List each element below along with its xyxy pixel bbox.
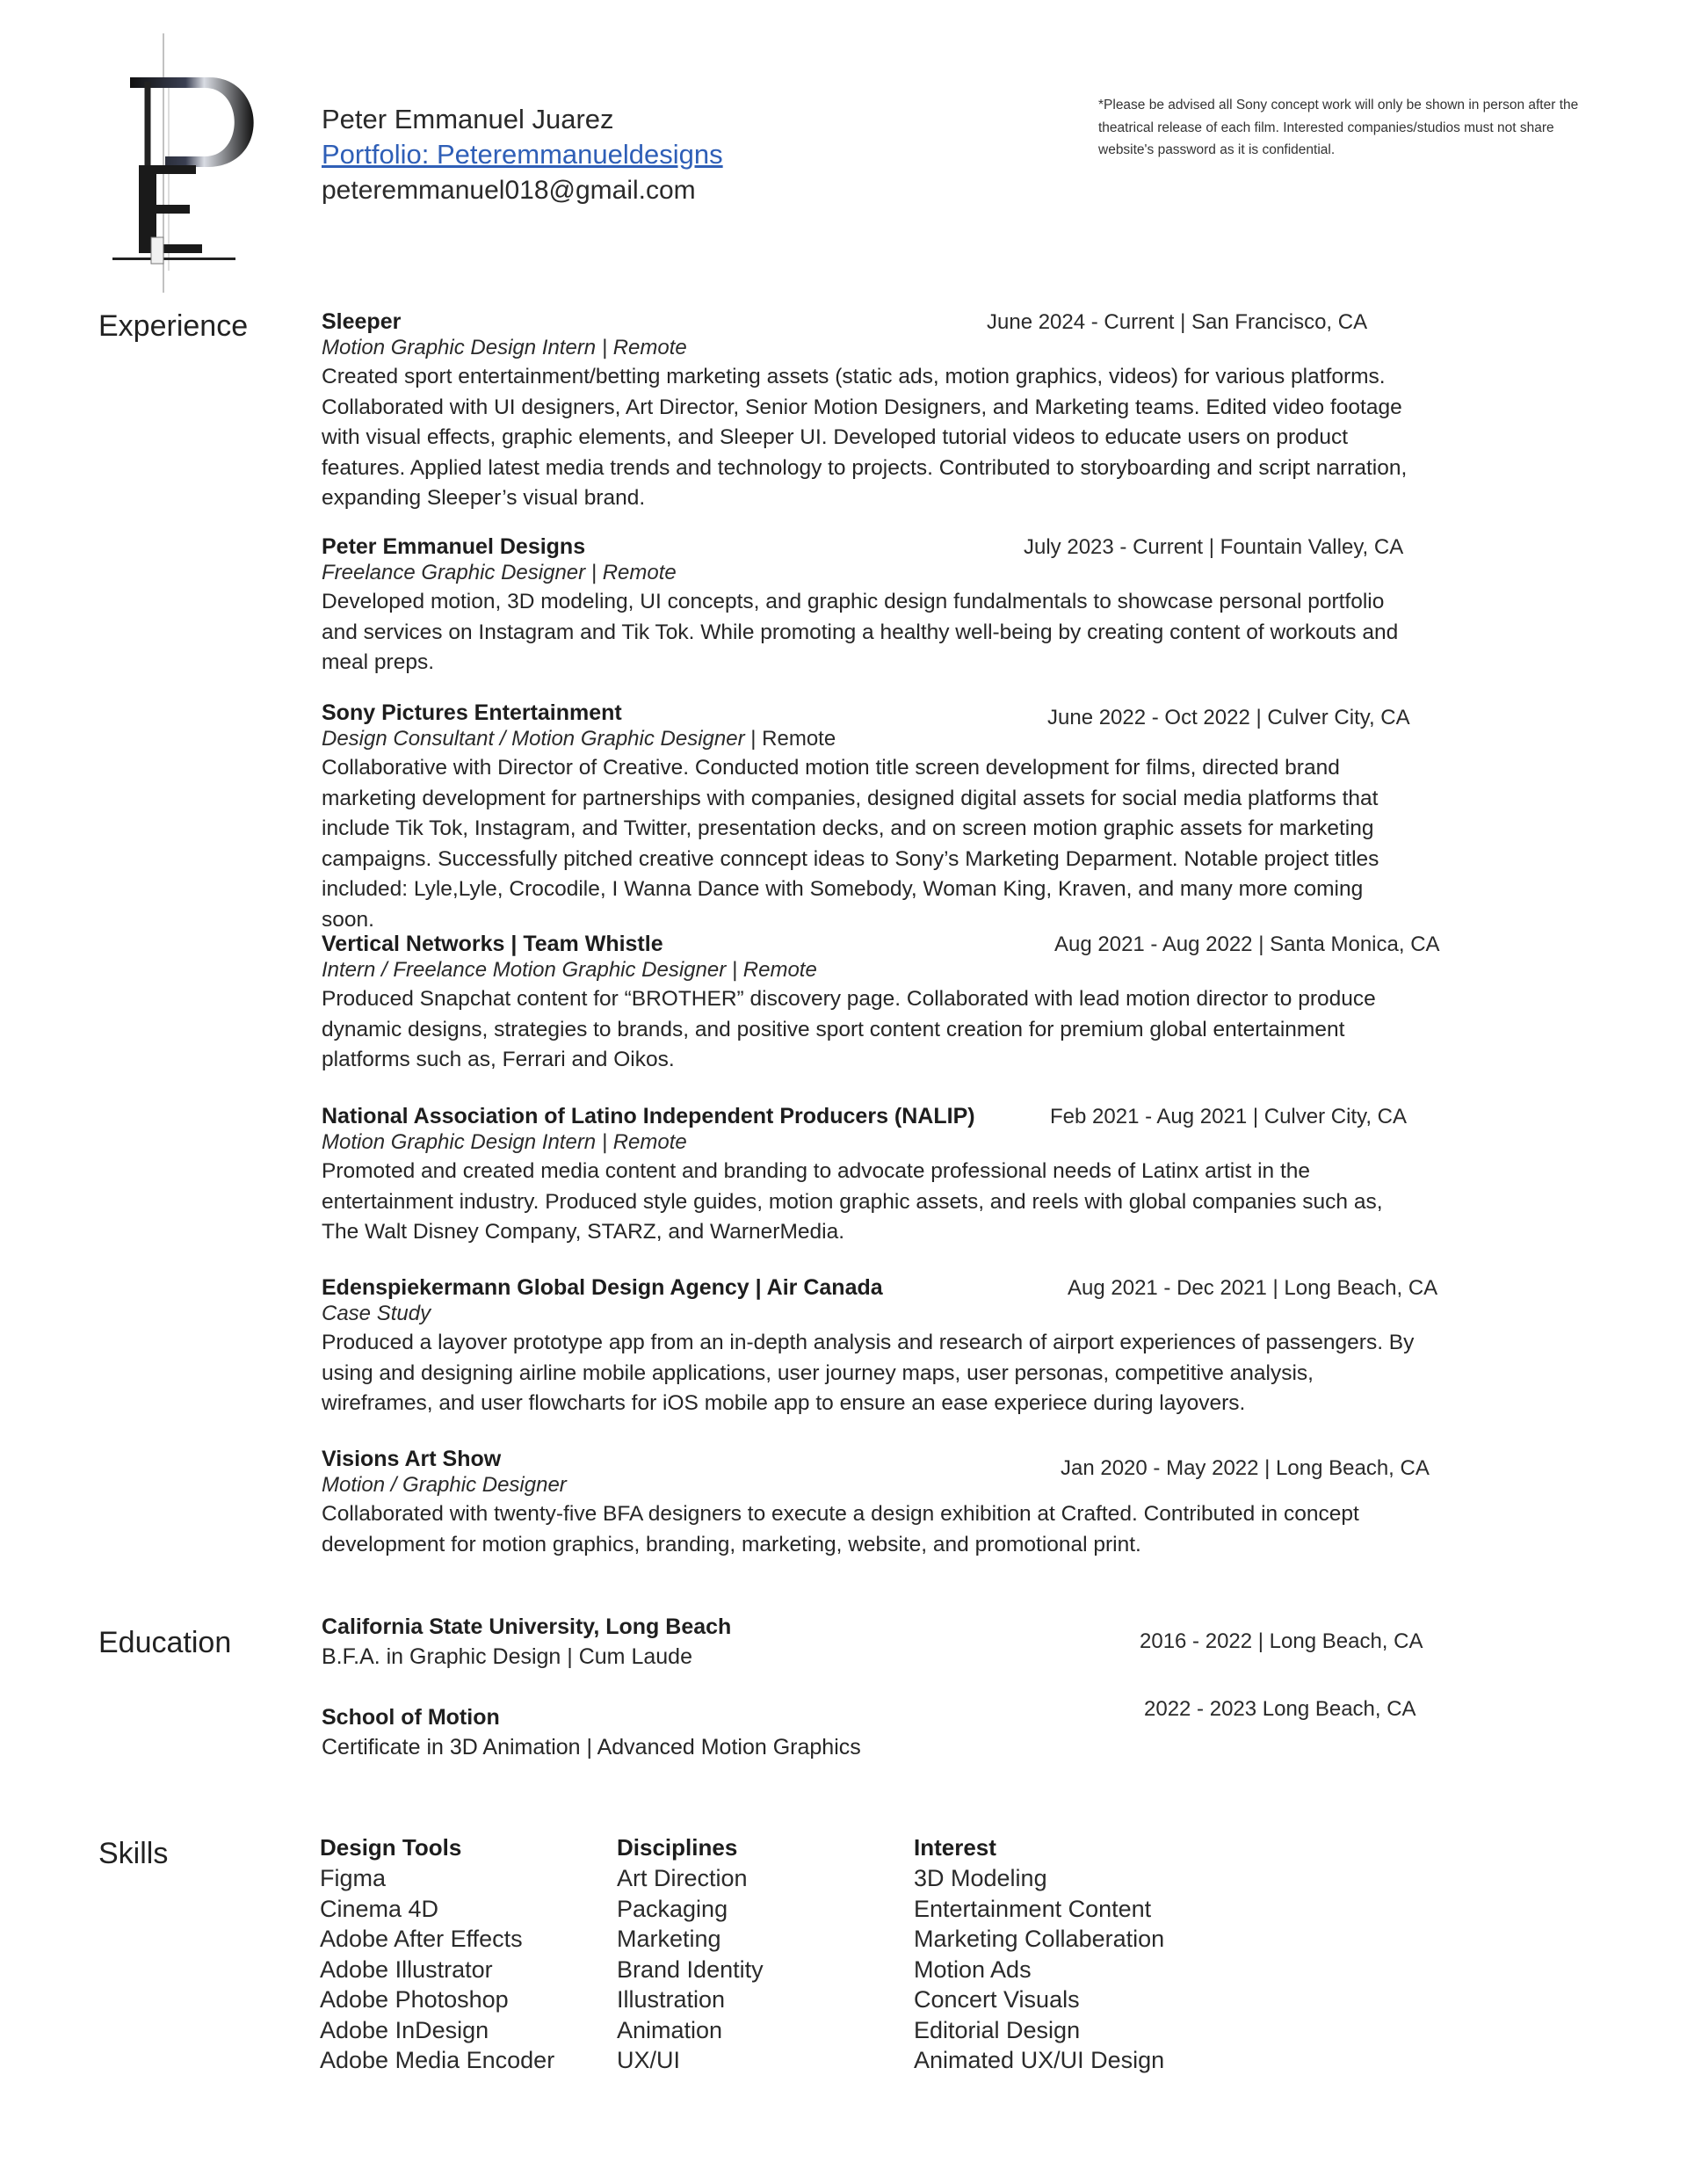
experience-description: Collaborated with twenty-five BFA designers to execute a design exhibition at Crafted. Contributed in concept development for motion graphics, branding, marketing, website, and promotional print. (322, 1502, 1359, 1556)
skill-item: Adobe InDesign (320, 2016, 489, 2043)
skill-item: Adobe Media Encoder (320, 2047, 555, 2073)
skills-heading: Skills (98, 1837, 169, 1870)
experience-description: Produced Snapchat content for “BROTHER” discovery page. Collaborated with lead motion director to produce dynamic designs, strategies to brands, and positive sport content creation for premium global entertainment platforms such as, Ferrari and Oikos. (322, 987, 1376, 1071)
experience-role-location: | Remote (744, 727, 836, 751)
skill-item: Editorial Design (914, 2016, 1081, 2043)
experience-entry (322, 1447, 1430, 1560)
education-degree: Certificate in 3D Animation | Advanced Motion Graphics (322, 1735, 861, 1760)
experience-org: Visions Art Show (322, 1447, 502, 1471)
experience-role-title: Intern / Freelance Motion Graphic Designer | Remote (322, 958, 817, 982)
experience-dates: Aug 2021 - Aug 2022 | Santa Monica, CA (1054, 932, 1440, 956)
experience-org: Sleeper (322, 309, 402, 334)
skill-item: Brand Identity (617, 1955, 764, 1983)
candidate-name: Peter Emmanuel Juarez (322, 104, 614, 134)
experience-role (322, 1301, 1420, 1326)
skills-column-heading: Disciplines (617, 1834, 738, 1861)
skill-item: Concert Visuals (914, 1986, 1080, 2013)
experience-role-title: Freelance Graphic Designer | Remote (322, 561, 677, 584)
portfolio-link[interactable]: Portfolio: Peteremmanueldesigns (322, 139, 723, 170)
experience-role-title: Motion / Graphic Designer (322, 1473, 567, 1497)
education-school: School of Motion (322, 1705, 500, 1730)
email-address[interactable]: peteremmanuel018@gmail.com (322, 176, 696, 205)
education-school: California State University, Long Beach (322, 1614, 732, 1639)
experience-role-title: Case Study (322, 1302, 431, 1325)
skill-item: Marketing (617, 1926, 721, 1952)
skills-column-disciplines (617, 1832, 907, 2076)
experience-role (322, 335, 1420, 360)
experience-org: Vertical Networks | Team Whistle (322, 932, 663, 956)
experience-entry (322, 932, 1440, 1076)
experience-dates: June 2024 - Current | San Francisco, CA (987, 310, 1368, 334)
education-heading: Education (98, 1626, 232, 1659)
experience-role (322, 1129, 1420, 1155)
skills-column-interest (914, 1832, 1283, 2076)
education-dates: 2022 - 2023 Long Beach, CA (1144, 1697, 1416, 1721)
education-dates: 2016 - 2022 | Long Beach, CA (1140, 1629, 1423, 1653)
skill-item: UX/UI (617, 2047, 681, 2073)
experience-entry (322, 1104, 1420, 1248)
experience-entry (322, 309, 1420, 514)
experience-dates: Jan 2020 - May 2022 | Long Beach, CA (1061, 1456, 1430, 1480)
skill-item: Cinema 4D (320, 1895, 439, 1922)
experience-description: Produced a layover prototype app from an in-depth analysis and research of airport experiences of passengers. By using and designing airline mobile applications, user journey maps, user personas, competitive analysis, wireframes, and user flowcharts for iOS mobile app to ensure an ease experiece during layovers. (322, 1331, 1415, 1415)
experience-org: Edenspiekermann Global Design Agency | Air Canada (322, 1275, 883, 1300)
skills-column-heading: Design Tools (320, 1834, 462, 1861)
experience-org: Peter Emmanuel Designs (322, 534, 586, 559)
skill-item: Marketing Collaberation (914, 1926, 1165, 1952)
skill-item: Animation (617, 2016, 723, 2043)
education-degree: B.F.A. in Graphic Design | Cum Laude (322, 1644, 692, 1669)
experience-dates: June 2022 - Oct 2022 | Culver City, CA (1047, 706, 1410, 729)
skill-item: Motion Ads (914, 1955, 1032, 1983)
experience-heading: Experience (98, 309, 249, 343)
experience-description: Created sport entertainment/betting marketing assets (static ads, motion graphics, videos) for various platforms. Collaborated with UI designers, Art Director, Senior Motion Designers, and Marketing teams. Edited video footage with visual effects, graphic elements, and Sleeper UI. Developed tutorial videos to educate users on product features. Applied latest media trends and technology to projects. Contributed to storyboarding and script narration, expanding Sleeper’s visual brand. (322, 365, 1408, 510)
experience-description: Collaborative with Director of Creative. Conducted motion title screen development for films, directed brand marketing development for partnerships with companies, designed digital assets for social media platforms that include Tik Tok, Instagram, and Twitter, presentation decks, and on screen motion graphic assets for marketing campaigns. Successfully pitched creative conncept ideas to Sony’s Marketing Deparment. Notable project titles included: Lyle,Lyle, Crocodile, I Wanna Dance with Somebody, Woman King, Kraven, and many more coming soon. (322, 756, 1379, 932)
experience-role-title: Motion Graphic Design Intern | Remote (322, 336, 687, 359)
skill-item: Adobe Photoshop (320, 1986, 509, 2013)
skill-item: Adobe After Effects (320, 1926, 523, 1952)
skill-item: Figma (320, 1865, 387, 1891)
skill-item: Adobe Illustrator (320, 1955, 493, 1983)
education-entry (322, 1697, 1420, 1762)
skill-item: Packaging (617, 1895, 728, 1922)
skill-item: Illustration (617, 1986, 726, 2013)
confidentiality-notice: *Please be advised all Sony concept work will only be shown in person after the theatrical release of each film. Interested companies/studios must not share website's password as it is confidential. (1098, 98, 1579, 157)
experience-entry (322, 534, 1420, 678)
pe-monogram-logo (112, 33, 271, 293)
experience-role (322, 560, 1420, 585)
experience-entry (322, 700, 1420, 935)
experience-role-title: Design Consultant / Motion Graphic Designer (322, 727, 745, 751)
experience-description: Promoted and created media content and branding to advocate professional needs of Latinx artist in the entertainment industry. Produced style guides, motion graphic assets, and reels with global companies such as, The Walt Disney Company, STARZ, and WarnerMedia. (322, 1159, 1383, 1244)
experience-role-title: Motion Graphic Design Intern | Remote (322, 1130, 687, 1154)
skills-column-heading: Interest (914, 1834, 996, 1861)
skill-item: Art Direction (617, 1865, 748, 1891)
experience-entry (322, 1275, 1438, 1419)
skills-column-design-tools (320, 1832, 610, 2076)
experience-dates: Feb 2021 - Aug 2021 | Culver City, CA (1050, 1105, 1407, 1128)
experience-dates: Aug 2021 - Dec 2021 | Long Beach, CA (1068, 1276, 1438, 1300)
skill-item: 3D Modeling (914, 1865, 1047, 1891)
experience-dates: July 2023 - Current | Fountain Valley, CA (1024, 535, 1404, 559)
experience-description: Developed motion, 3D modeling, UI concepts, and graphic design fundalmentals to showcase personal portfolio and services on Instagram and Tik Tok. While promoting a healthy well-being by creating content of workouts and meal preps. (322, 590, 1399, 674)
skill-item: Entertainment Content (914, 1895, 1152, 1922)
experience-role (322, 957, 1420, 983)
education-entry (322, 1612, 1423, 1672)
experience-org: National Association of Latino Independent Producers (NALIP) (322, 1104, 975, 1128)
skill-item: Animated UX/UI Design (914, 2047, 1165, 2073)
experience-org: Sony Pictures Entertainment (322, 700, 622, 725)
